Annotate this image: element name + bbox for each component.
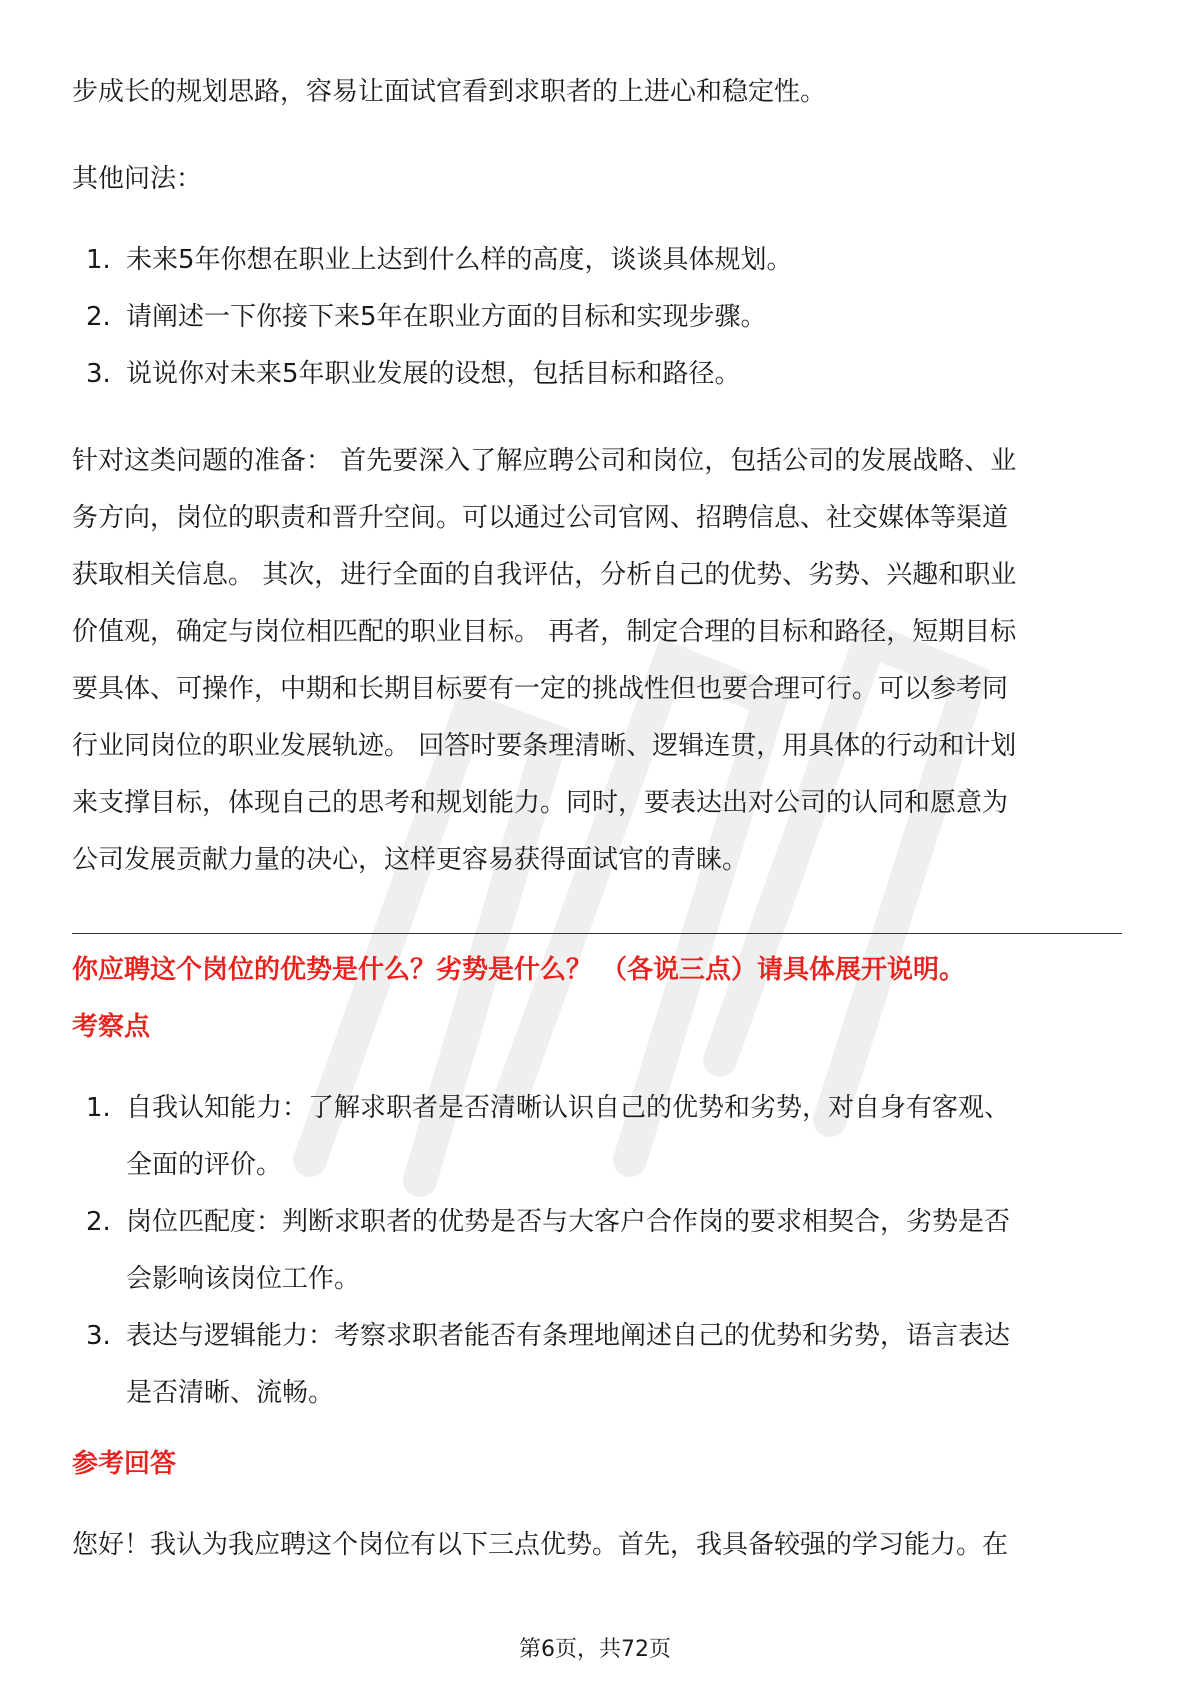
prep-paragraph: 针对这类问题的准备： 首先要深入了解应聘公司和岗位，包括公司的发展战略、业 务方向，岗位的职责和晋升空间。可以通过公司官网、招聘信息、社交媒体等渠道 获取相关信息。 其次，进行全面的自我评估，分析自己的优势、劣势、兴趣和职业 价值观，确定与岗位相匹配的职业目标。 再者，制定合理的目标和路径，短期目标 要具体、可操作，中期和长期目标要有一定的挑战性但也要合理可行。可以参考同 行业同岗位的职业发展轨迹。 回答时要条理清晰、逻辑连贯，用具体的行动和计划 来支撑目标，体现自己的思考和规划能力。同时，要表达出对公司的认同和愿意为 公司发展贡献力量的决心，这样更容易获得面试官的青睐。 (72, 446, 1017, 875)
other-asks-label: 其他问法： (72, 164, 203, 194)
focus-list (72, 1080, 1122, 1422)
list-item: 1. 未来5年你想在职业上达到什么样的高度，谈谈具体规划。 (86, 245, 793, 275)
list-item: 3. 表达与逻辑能力：考察求职者能否有条理地阐述自己的优势和劣势，语言表达 是否清晰、流畅。 (86, 1321, 1011, 1408)
answer-text: 您好！我认为我应聘这个岗位有以下三点优势。首先，我具备较强的学习能力。在 (72, 1530, 1009, 1560)
page-footer: 第6页，共72页 (519, 1637, 671, 1662)
list-item: 2. 岗位匹配度：判断求职者的优势是否与大客户合作岗的要求相契合，劣势是否 会影响该岗位工作。 (86, 1207, 1011, 1294)
intro-tail: 步成长的规划思路，容易让面试官看到求职者的上进心和稳定性。 (72, 77, 827, 107)
answer-label: 参考回答 (72, 1449, 177, 1479)
question-title: 你应聘这个岗位的优势是什么？劣势是什么？ （各说三点）请具体展开说明。 (72, 955, 966, 985)
list-item: 1. 自我认知能力：了解求职者是否清晰认识自己的优势和劣势，对自身有客观、 全面的评价。 (86, 1093, 1011, 1180)
focus-label: 考察点 (72, 1012, 151, 1042)
other-asks-list (72, 232, 1122, 403)
list-item: 3. 说说你对未来5年职业发展的设想，包括目标和路径。 (86, 359, 741, 389)
list-item: 2. 请阐述一下你接下来5年在职业方面的目标和实现步骤。 (86, 302, 767, 332)
page-content (72, 64, 1122, 1574)
